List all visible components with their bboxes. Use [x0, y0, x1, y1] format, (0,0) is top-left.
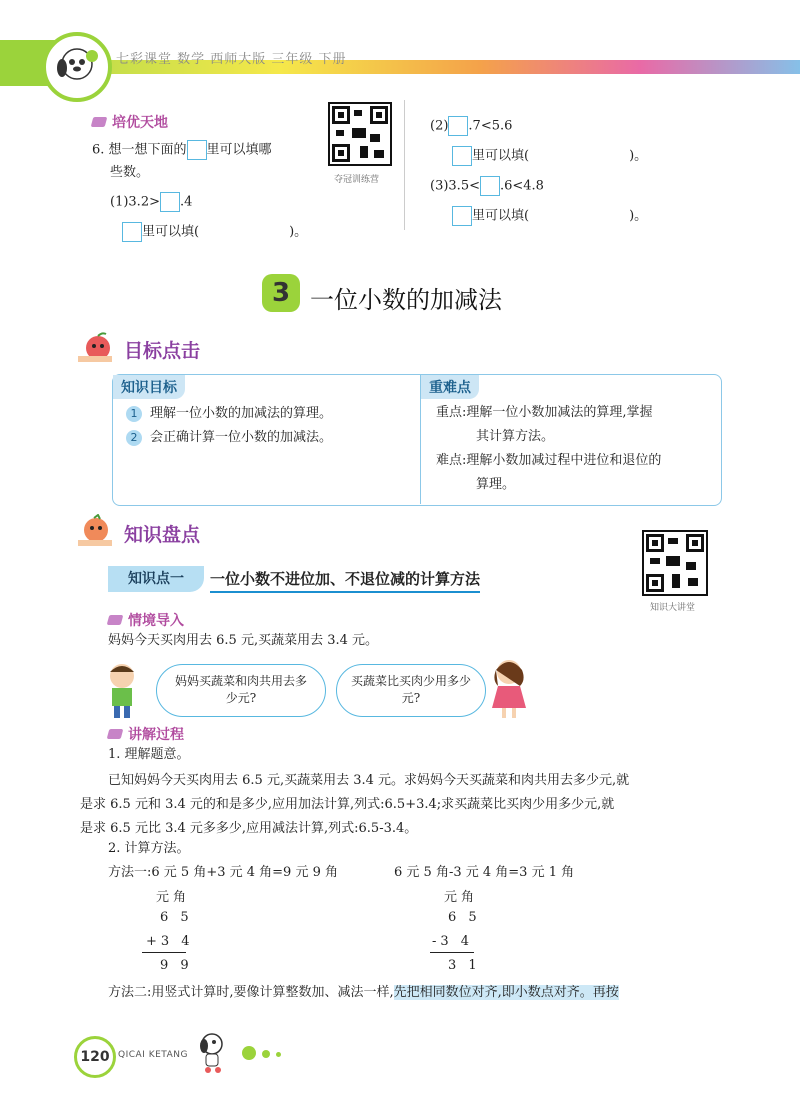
pencil-icon [91, 117, 108, 127]
answer-box[interactable] [480, 176, 500, 196]
tomato-character-icon [76, 514, 116, 548]
goal-item: 2 会正确计算一位小数的加减法。 [126, 430, 332, 446]
difficulty-tab: 重难点 [421, 375, 479, 399]
boy-character-icon [100, 660, 144, 720]
q6-part2: (2) .7<5.6 [430, 116, 512, 136]
speech-bubble: 妈妈买蔬菜和肉共用去多少元? [156, 664, 326, 717]
method2: 方法二:用竖式计算时,要像计算整数加、减法一样,先把相同数位对齐,即小数点对齐。再按 [108, 985, 619, 1000]
dot-icon [276, 1052, 281, 1057]
add-top: 6 5 [160, 910, 193, 925]
apple-character-icon [76, 332, 116, 364]
method1-add: 方法一:6 元 5 角+3 元 4 角=9 元 9 角 [108, 865, 338, 880]
knowledge-goal-tab: 知识目标 [113, 375, 185, 399]
lesson-number-badge: 3 [262, 274, 300, 312]
difficult-point-line2: 算理。 [476, 477, 516, 492]
answer-box[interactable] [452, 146, 472, 166]
dot-icon [262, 1050, 270, 1058]
q6-part3-fill: 里可以填( )。 [452, 206, 647, 226]
q6-line2: 些数。 [110, 165, 150, 180]
header-title: 七彩课堂 数学 西师大版 三年级 下册 [116, 52, 347, 67]
speech-bubble: 买蔬菜比买肉少用多少元? [336, 664, 486, 717]
qr-caption: 夺冠训练营 [334, 175, 380, 185]
difficult-point-line1: 难点:理解小数加减过程中进位和退位的 [436, 453, 662, 468]
peiyou-heading: 培优天地 [92, 112, 168, 132]
paragraph-line: 已知妈妈今天买肉用去 6.5 元,买蔬菜用去 3.4 元。求妈妈今天买蔬菜和肉共用去多少元,就 [108, 773, 630, 788]
sub-result: 3 1 [448, 958, 481, 973]
add-mid: +3 4 [146, 934, 194, 949]
paragraph-line: 是求 6.5 元比 3.4 元多多少,应用减法计算,列式:6.5-3.4。 [80, 821, 418, 836]
answer-box[interactable] [187, 140, 207, 160]
qr-code-icon[interactable] [642, 530, 708, 596]
scene-heading: 情境导入 [108, 610, 184, 630]
q6-part1-fill: 里可以填( )。 [122, 222, 307, 242]
scene-text: 妈妈今天买肉用去 6.5 元,买蔬菜用去 3.4 元。 [108, 633, 379, 648]
knowledge-point-label: 知识点一 [108, 566, 204, 592]
sub-mid: -3 4 [432, 934, 474, 949]
process-heading: 讲解过程 [108, 724, 184, 744]
step2: 2. 计算方法。 [108, 841, 190, 856]
brand-text: QICAI KETANG [118, 1050, 188, 1060]
girl-character-icon [484, 656, 534, 720]
qr-code-icon[interactable] [328, 102, 392, 166]
lesson-title: 一位小数的加减法 [310, 286, 502, 314]
column-divider [404, 100, 405, 230]
answer-box[interactable] [122, 222, 142, 242]
answer-box[interactable] [448, 116, 468, 136]
difference-line [430, 952, 474, 953]
add-result: 9 9 [160, 958, 193, 973]
q6-part2-fill: 里可以填( )。 [452, 146, 647, 166]
sum-line [142, 952, 186, 953]
goals-heading: 目标点击 [124, 340, 201, 362]
paragraph-line: 是求 6.5 元和 3.4 元的和是多少,应用加法计算,列式:6.5+3.4;求买蔬菜比买肉少用多少元,就 [80, 797, 615, 812]
pencil-icon [107, 615, 124, 625]
unit-header: 元角 [156, 890, 191, 905]
answer-box[interactable] [452, 206, 472, 226]
knowledge-heading: 知识盘点 [124, 524, 201, 546]
page-number-badge: 120 [74, 1036, 116, 1078]
key-point-line1: 重点:理解一位小数加减法的算理,掌握 [436, 405, 653, 420]
unit-header: 元角 [444, 890, 479, 905]
method1-sub: 6 元 5 角-3 元 4 角=3 元 1 角 [394, 865, 575, 880]
step1: 1. 理解题意。 [108, 747, 190, 762]
dot-icon [242, 1046, 256, 1060]
q6-part1: (1)3.2> .4 [110, 192, 192, 212]
answer-box[interactable] [160, 192, 180, 212]
dog-mascot-icon [194, 1030, 230, 1074]
qr-caption: 知识大讲堂 [650, 603, 696, 613]
q6-part3: (3)3.5< .6<4.8 [430, 176, 544, 196]
mascot-icon [42, 32, 112, 102]
key-point-line2: 其计算方法。 [476, 429, 555, 444]
pencil-icon [107, 729, 124, 739]
goal-item: 1 理解一位小数的加减法的算理。 [126, 406, 332, 422]
knowledge-point-title: 一位小数不进位加、不退位减的计算方法 [210, 568, 480, 593]
sub-top: 6 5 [448, 910, 481, 925]
q6-line1: 6. 想一想下面的 里可以填哪 [92, 140, 272, 160]
